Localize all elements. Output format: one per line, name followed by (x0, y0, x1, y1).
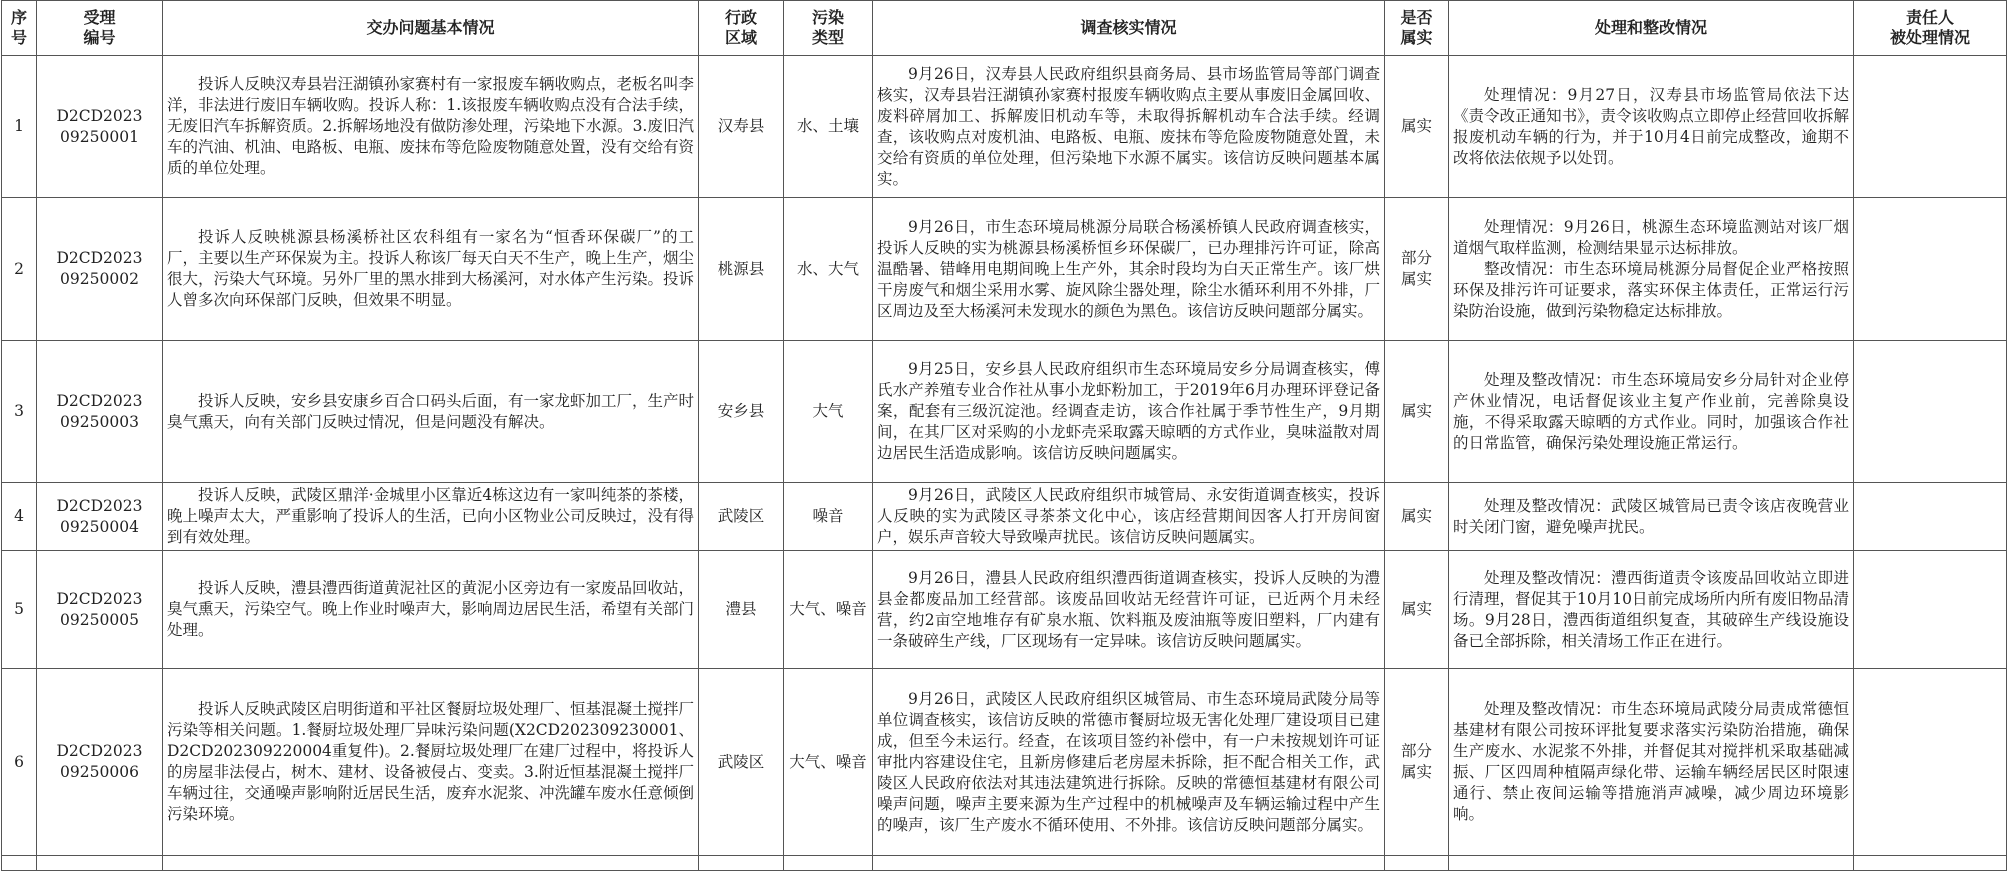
cell-pollution: 大气、噪音 (784, 669, 873, 856)
cell-partial (1385, 856, 1449, 871)
cell-district: 桃源县 (699, 198, 784, 341)
cell-pollution: 大气 (784, 341, 873, 483)
cell-seq: 1 (2, 56, 37, 198)
header-investigation: 调查核实情况 (873, 1, 1385, 56)
header-pollution: 污染 类型 (784, 1, 873, 56)
table-row (2, 669, 2007, 856)
header-seq: 序 号 (2, 1, 37, 56)
cell-investigation: 9月26日，武陵区人民政府组织区城管局、市生态环境局武陵分局等单位调查核实，该信访反映的常德市餐厨垃圾无害化处理厂建设项目已建成，但至今未运行。经查，在该项目签约补偿中，有一户未按规划许可证审批内容建设住宅，且新房修建后老房屋未拆除，拒不配合相关工作，武陵区人民政府依法对其违法建筑进行拆除。反映的常德恒基建材有限公司噪声问题，噪声主要来源为生产过程中的机械噪声及车辆运输过程中产生的噪声，该厂生产废水不循环使用、不外排。该信访反映问题部分属实。 (873, 669, 1385, 856)
cell-investigation: 9月26日，澧县人民政府组织澧西街道调查核实，投诉人反映的为澧县金都废品加工经营部。该废品回收站无经营许可证，已近两个月未经营，约2亩空地堆存有矿泉水瓶、饮料瓶及废油瓶等废旧塑料，厂内建有一条破碎生产线，厂区现场有一定异味。该信访反映问题属实。 (873, 551, 1385, 669)
cell-seq: 3 (2, 341, 37, 483)
cell-partial (2, 856, 37, 871)
cell-district: 武陵区 (699, 483, 784, 551)
cell-id: D2CD2023 09250002 (37, 198, 163, 341)
cell-verified: 属实 (1385, 483, 1449, 551)
cell-investigation: 9月26日，汉寿县人民政府组织县商务局、县市场监管局等部门调查核实，汉寿县岩汪湖镇孙家赛村报废车辆收购点主要从事废旧金属回收、废料碎屑加工、拆解废旧机动车等，未取得拆解机动车合法手续。经调查，该收购点对废机油、电路板、电瓶、废抹布等危险废物随意处置，未交给有资质的单位处理，但污染地下水源不属实。该信访反映问题基本属实。 (873, 56, 1385, 198)
cell-investigation: 9月26日，市生态环境局桃源分局联合杨溪桥镇人民政府调查核实，投诉人反映的实为桃源县杨溪桥恒乡环保碳厂，已办理排污许可证，除高温酷暑、错峰用电期间晚上生产外，其余时段均为白天正常生产。该厂烘干房废气和烟尘采用水雾、旋风除尘器处理，除尘水循环利用不外排，厂区周边及至大杨溪河未发现水的颜色为黑色。该信访反映问题部分属实。 (873, 198, 1385, 341)
cell-issue: 投诉人反映，武陵区鼎洋·金城里小区靠近4栋这边有一家叫纯茶的茶楼，晚上噪声太大，严重影响了投诉人的生活，已向小区物业公司反映过，没有得到有效处理。 (163, 483, 699, 551)
table-body (2, 56, 2007, 871)
cell-handling: 处理情况：9月26日，桃源生态环境监测站对该厂烟道烟气取样监测，检测结果显示达标排放。 整改情况：市生态环境局桃源分局督促企业严格按照环保及排污许可证要求，落实环保主体责任，正常运行污染防治设施，做到污染物稳定达标排放。 (1449, 198, 1854, 341)
cell-issue: 投诉人反映桃源县杨溪桥社区农科组有一家名为“恒香环保碳厂”的工厂，主要以生产环保炭为主。投诉人称该厂每天白天不生产，晚上生产，烟尘很大，污染大气环境。另外厂里的黑水排到大杨溪河，对水体产生污染。投诉人曾多次向环保部门反映，但效果不明显。 (163, 198, 699, 341)
cell-handling: 处理及整改情况：澧西街道责令该废品回收站立即进行清理，督促其于10月10日前完成场所内所有废旧物品清场。9月28日，澧西街道组织复查，其破碎生产线设施设备已全部拆除，相关清场工作正在进行。 (1449, 551, 1854, 669)
table-row (2, 341, 2007, 483)
header-id: 受理 编号 (37, 1, 163, 56)
cell-partial (1449, 856, 1854, 871)
cell-issue: 投诉人反映，安乡县安康乡百合口码头后面，有一家龙虾加工厂，生产时臭气熏天，向有关部门反映过情况，但是问题没有解决。 (163, 341, 699, 483)
cell-handling: 处理情况：9月27日，汉寿县市场监管局依法下达《责令改正通知书》，责令该收购点立即停止经营回收拆解报废机动车辆的行为，并于10月4日前完成整改，逾期不改将依法依规予以处罚。 (1449, 56, 1854, 198)
cell-responsible (1854, 669, 2007, 856)
cell-issue: 投诉人反映武陵区启明街道和平社区餐厨垃圾处理厂、恒基混凝土搅拌厂污染等相关问题。1.餐厨垃圾处理厂异味污染问题(X2CD202309230001、D2CD202309220004重复件)。2.餐厨垃圾处理厂在建厂过程中，将投诉人的房屋非法侵占，树木、建材、设备被侵占、变卖。3.附近恒基混凝土搅拌厂车辆过往，交通噪声影响附近居民生活，废弃水泥浆、冲洗罐车废水任意倾倒污染环境。 (163, 669, 699, 856)
table-row (2, 198, 2007, 341)
cell-verified: 属实 (1385, 56, 1449, 198)
cell-verified: 部分 属实 (1385, 669, 1449, 856)
cell-verified: 属实 (1385, 551, 1449, 669)
cell-partial (873, 856, 1385, 871)
cell-id: D2CD2023 09250003 (37, 341, 163, 483)
cell-id: D2CD2023 09250004 (37, 483, 163, 551)
header-row (2, 1, 2007, 56)
cell-handling: 处理及整改情况：市生态环境局安乡分局针对企业停产休业情况，电话督促该业主复产作业前，完善除臭设施，不得采取露天晾晒的方式作业。同时，加强该合作社的日常监管，确保污染处理设施正常运行。 (1449, 341, 1854, 483)
cell-district: 澧县 (699, 551, 784, 669)
cell-partial (37, 856, 163, 871)
cell-issue: 投诉人反映汉寿县岩汪湖镇孙家赛村有一家报废车辆收购点，老板名叫李洋，非法进行废旧车辆收购。投诉人称：1.该报废车辆收购点没有合法手续，无废旧汽车拆解资质。2.拆解场地没有做防渗处理，污染地下水源。3.废旧汽车的汽油、机油、电路板、电瓶、废抹布等危险废物随意处置，没有交给有资质的单位处理。 (163, 56, 699, 198)
cell-partial (1854, 856, 2007, 871)
cell-partial (699, 856, 784, 871)
cell-investigation: 9月25日，安乡县人民政府组织市生态环境局安乡分局调查核实，傅氏水产养殖专业合作社从事小龙虾粉加工，于2019年6月办理环评登记备案，配套有三级沉淀池。经调查走访，该合作社属于季节性生产，9月期间，在其厂区对采购的小龙虾壳采取露天晾晒的方式作业，臭味溢散对周边居民生活造成影响。该信访反映问题属实。 (873, 341, 1385, 483)
cell-responsible (1854, 341, 2007, 483)
cell-id: D2CD2023 09250006 (37, 669, 163, 856)
cell-pollution: 水、大气 (784, 198, 873, 341)
cell-responsible (1854, 483, 2007, 551)
table-row-partial (2, 856, 2007, 871)
cell-district: 武陵区 (699, 669, 784, 856)
cell-pollution: 水、土壤 (784, 56, 873, 198)
case-table (1, 0, 2007, 871)
cell-id: D2CD2023 09250001 (37, 56, 163, 198)
cell-id: D2CD2023 09250005 (37, 551, 163, 669)
table-row (2, 56, 2007, 198)
cell-pollution: 大气、噪音 (784, 551, 873, 669)
header-verified: 是否 属实 (1385, 1, 1449, 56)
header-issue: 交办问题基本情况 (163, 1, 699, 56)
cell-responsible (1854, 198, 2007, 341)
cell-issue: 投诉人反映，澧县澧西街道黄泥社区的黄泥小区旁边有一家废品回收站，臭气熏天，污染空气。晚上作业时噪声大，影响周边居民生活，希望有关部门处理。 (163, 551, 699, 669)
cell-handling: 处理及整改情况：市生态环境局武陵分局责成常德恒基建材有限公司按环评批复要求落实污染防治措施，确保生产废水、水泥浆不外排，并督促其对搅拌机采取基础减振、厂区四周种植隔声绿化带、运输车辆经居民区时限速通行、禁止夜间运输等措施消声减噪，减少周边环境影响。 (1449, 669, 1854, 856)
table-row (2, 551, 2007, 669)
cell-district: 安乡县 (699, 341, 784, 483)
table-row (2, 483, 2007, 551)
header-responsible: 责任人 被处理情况 (1854, 1, 2007, 56)
cell-seq: 6 (2, 669, 37, 856)
cell-seq: 5 (2, 551, 37, 669)
cell-partial (163, 856, 699, 871)
cell-responsible (1854, 56, 2007, 198)
cell-partial (784, 856, 873, 871)
cell-seq: 2 (2, 198, 37, 341)
cell-district: 汉寿县 (699, 56, 784, 198)
cell-verified: 属实 (1385, 341, 1449, 483)
cell-investigation: 9月26日，武陵区人民政府组织市城管局、永安街道调查核实，投诉人反映的实为武陵区寻茶茶文化中心，该店经营期间因客人打开房间窗户，娱乐声音较大导致噪声扰民。该信访反映问题属实。 (873, 483, 1385, 551)
cell-pollution: 噪音 (784, 483, 873, 551)
cell-seq: 4 (2, 483, 37, 551)
header-district: 行政 区域 (699, 1, 784, 56)
header-handling: 处理和整改情况 (1449, 1, 1854, 56)
cell-responsible (1854, 551, 2007, 669)
cell-verified: 部分 属实 (1385, 198, 1449, 341)
cell-handling: 处理及整改情况：武陵区城管局已责令该店夜晚营业时关闭门窗，避免噪声扰民。 (1449, 483, 1854, 551)
